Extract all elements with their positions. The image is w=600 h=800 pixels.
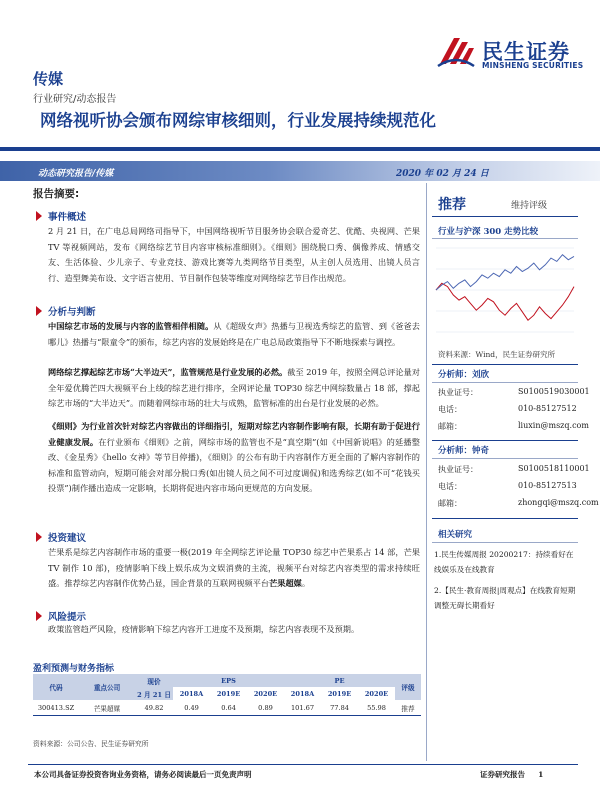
report-type-label: 动态研究报告/传媒 [38,169,114,179]
section-paragraph: 芒果系是综艺内容制作市场的重要一极(2019 年全网综艺评论量 TOP30 综艺中芒果系占 14 部，芒果 TV 制作 10 部)，疫情影响下线上娱乐成为文娱消费的主流，视频平台对综艺内容类型的需求持续旺盛。推荐综艺内容制作优势凸显，国企背景的互联网视频平台芒果超媒。 [48,547,420,588]
financials-table [33,674,421,716]
analyst-row: 执业证号： S0100518110001 [438,464,590,474]
table-row [33,700,421,716]
industry-label: 传媒 [33,70,64,88]
footer-right: 证券研究报告 1 [480,770,544,779]
table-cell: 77.84 [321,700,358,716]
footer-disclaimer: 本公司具备证券投资咨询业务资格，请务必阅读最后一页免责声明 [34,770,252,779]
section-paragraph: 中国综艺市场的发展与内容的监管相伴相随。从《超级女声》热播与卫视选秀综艺的监管、到《爸爸去哪儿》热播与“限童令”的颁布，综艺内容的发展始终是在广电总局政策指导下不断地探索与调控。 [48,321,420,347]
analyst-email-link[interactable]: liuxin@mszq.com [518,421,589,430]
col-header: 代码 [33,674,79,700]
analyst-divider [432,382,578,383]
section-paragraph: 政策监管趋严风险，疫情影响下综艺内容开工进度不及预期，综艺内容表现不及预期。 [48,624,360,634]
col-header: 重点公司 [79,674,135,700]
brand-name: 民生证券 [482,40,570,64]
section-paragraph: 网络综艺撑起综艺市场“大半边天”，监管规范是行业发展的必然。截至 2019 年，按照全网总评论量对全年爱优腾芒四大视频平台上线的综艺进行排序，全网评论量 TOP30 综艺中网综数量占 18 部，撑起综艺市场的“大半边天”。而随着网综市场的壮大与成熟，监管标准的出台是行业发展的必然。 [48,367,420,408]
analyst-email-link[interactable]: zhongqi@mszq.com [518,498,599,507]
related-heading: 相关研究 [438,530,473,540]
analyst-row: 电话： 010-85127512 [438,404,577,414]
table-cell: 101.67 [284,700,321,716]
analyst-divider [432,364,578,365]
table-cell: 49.82 [135,700,173,716]
analyst-divider [432,458,578,459]
series-line-沪深300 [436,255,574,290]
column-divider [426,183,427,761]
table-cell: 0.49 [173,700,210,716]
col-header: EPS [173,674,284,687]
col-header: 评级 [395,674,421,700]
section-heading: 投资建议 [36,530,86,544]
table-cell: 0.89 [247,700,284,716]
minsheng-logo-icon [436,34,476,70]
related-divider [432,542,578,543]
page-number: 1 [538,770,544,779]
col-header: 2020E [358,687,395,700]
triangle-bullet-icon [36,306,42,316]
chart-source: 资料来源：Wind，民生证券研究所 [438,350,556,359]
section-heading: 分析与判断 [36,304,96,318]
col-header: 2 月 21 日 [135,687,173,700]
section-paragraph: 2 月 21 日，在广电总局网络司指导下，中国网络视听节目服务协会联合爱奇艺、优酷、央视网、芒果 TV 等视频网站，发布《网络综艺节目内容审核标准细则》。《细则》围绕脱口秀、偶像养成、情感交友、生活体验、少儿亲子、专业竞技、游戏比赛等九类网络节目类型，从主创人员选用、出镜人员言行、造型舞美布设、文字语言使用、节目制作包装等维度对网络综艺节目作出规范。 [48,226,420,283]
brand-name-en: MINSHENG SECURITIES [482,61,584,70]
financials-source: 资料来源：公司公告、民生证券研究所 [33,740,149,748]
header-divider [0,147,600,151]
table-cell: 55.98 [358,700,395,716]
triangle-bullet-icon [36,611,42,621]
col-header: 2018A [284,687,321,700]
analyst-row: 邮箱： zhongqi@mszq.com [438,498,599,508]
section-paragraph: 《细则》为行业首次针对综艺内容做出的详细指引，短期对综艺内容制作影响有限，长期有助于促进行业健康发展。在行业颁布《细则》之前，网综市场的监管也不是“真空期”(如《中国新说唱》的延播整改、《金星秀》《hello 女神》等节目停播)，《细则》的公布有助于内容制作方更全面的了解内容制作的标准和监管动向，短期可能会对部分脱口秀(如出镜人员之间不可过度调侃)和选秀综艺(如不可“花钱买投票”)制作播出造成一定影响，长期将促进内容市场向更规范的方向发展。 [48,421,420,493]
analyst-row: 执业证号： S0100519030001 [438,387,590,397]
col-header: PE [284,674,395,687]
related-divider [432,518,578,519]
col-header: 2019E [321,687,358,700]
analyst-heading: 分析师：钟奇 [438,446,490,456]
series-line-传媒 [436,283,574,320]
trend-chart [432,242,578,342]
rating-divider [432,216,578,217]
analyst-row: 电话： 010-85127513 [438,481,577,491]
analyst-row: 邮箱： liuxin@mszq.com [438,421,589,431]
table-cell: 0.64 [210,700,247,716]
chart-divider [432,238,578,239]
page-title: 网络视听协会颁布网综审核细则，行业发展持续规范化 [40,111,436,130]
col-header: 2020E [247,687,284,700]
section-heading: 风险提示 [36,609,86,623]
analyst-heading: 分析师：刘欣 [438,370,490,380]
table-cell: 推荐 [395,700,421,716]
col-header: 现价 [135,674,173,687]
related-item[interactable]: 1.民生传媒周报 20200217：持续看好在线娱乐及在线教育 [434,550,574,574]
footer-divider [28,764,578,765]
col-header: 2018A [173,687,210,700]
related-item[interactable]: 2.【民生·教育周报|周观点】在线教育短期调整无碍长期看好 [434,586,576,610]
rating-label: 推荐 [438,197,466,213]
table-cell: 芒果超媒 [79,700,135,716]
rating-sub: 维持评级 [511,201,548,211]
col-header: 2019E [210,687,247,700]
financials-heading: 盈利预测与财务指标 [33,664,115,674]
section-heading: 事件概述 [36,209,86,223]
report-subcategory: 行业研究/动态报告 [33,94,117,105]
report-date: 2020 年 02 月 24 日 [396,169,489,179]
triangle-bullet-icon [36,211,42,221]
chart-title: 行业与沪深 300 走势比较 [438,227,539,237]
table-cell: 300413.SZ [33,700,79,716]
abstract-heading: 报告摘要: [33,188,80,200]
analyst-divider [432,440,578,441]
triangle-bullet-icon [36,532,42,542]
